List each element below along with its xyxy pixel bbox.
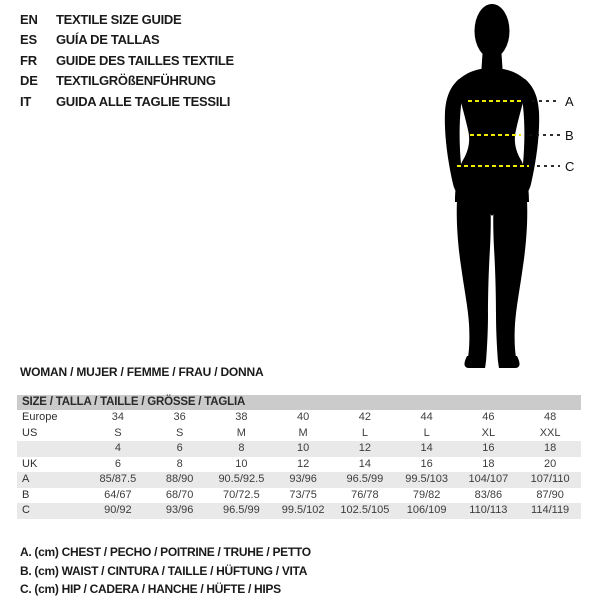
row-label: B <box>22 488 30 501</box>
language-title: GUÍA DE TALLAS <box>56 32 160 48</box>
size-cell: 42 <box>358 411 371 423</box>
size-cell: 83/86 <box>474 488 503 501</box>
size-table-header: SIZE / TALLA / TAILLE / GRÖSSE / TAGLIA <box>17 395 581 410</box>
size-cell: 10 <box>235 457 248 470</box>
size-cell: 16 <box>420 457 433 470</box>
row-label <box>17 441 87 457</box>
language-title: GUIDA ALLE TAGLIE TESSILI <box>56 93 231 109</box>
language-title-list <box>20 9 234 112</box>
language-code: IT <box>20 93 32 109</box>
size-cell: XL <box>481 426 496 439</box>
size-cell: S <box>175 426 184 439</box>
size-cell: 107/110 <box>530 473 570 485</box>
size-cell: 73/75 <box>289 488 317 501</box>
measurement-legend <box>20 543 311 599</box>
size-cell: 12 <box>297 457 310 470</box>
row-uk <box>17 457 581 473</box>
language-code: EN <box>20 11 38 27</box>
size-cell: 36 <box>173 411 186 423</box>
size-cell: 99.5/102 <box>281 504 325 516</box>
size-cell: 20 <box>544 457 557 470</box>
language-code: FR <box>20 52 37 68</box>
size-cell: 93/96 <box>289 473 317 485</box>
size-cell: 114/119 <box>531 504 570 516</box>
woman-silhouette-figure <box>420 0 600 375</box>
marker-label-hip: C <box>565 159 575 174</box>
size-cell: 90.5/92.5 <box>218 473 265 485</box>
size-cell: 46 <box>482 411 495 423</box>
size-cell: M <box>236 426 246 439</box>
section-title-woman: WOMAN / MUJER / FEMME / FRAU / DONNA <box>20 365 264 379</box>
size-cell: 87/90 <box>536 488 564 501</box>
size-cell: 4 <box>114 442 121 454</box>
size-cell: 79/82 <box>412 488 441 501</box>
row-chest-a <box>17 472 581 488</box>
size-cell: 40 <box>297 411 310 423</box>
size-cell: L <box>361 426 368 439</box>
language-row-es <box>20 30 234 51</box>
size-cell: 96.5/99 <box>346 473 384 485</box>
size-cell: L <box>423 426 430 439</box>
size-cell: 8 <box>176 457 183 470</box>
size-cell: 96.5/99 <box>223 504 260 516</box>
legend-chest: A. (cm) CHEST / PECHO / POITRINE / TRUHE / PETTO <box>20 545 311 559</box>
size-cell: 106/109 <box>406 504 447 516</box>
size-cell: M <box>298 426 308 439</box>
language-row-de <box>20 71 234 92</box>
row-label: UK <box>22 457 38 470</box>
size-cell: XXL <box>539 426 561 439</box>
size-cell: 64/67 <box>104 488 132 501</box>
size-cell: 48 <box>544 411 557 423</box>
size-cell: 90/92 <box>104 504 132 516</box>
legend-waist: B. (cm) WAIST / CINTURA / TAILLE / HÜFTUNG / VITA <box>20 563 308 578</box>
row-us-numbers <box>17 441 581 457</box>
row-us-letters <box>17 426 581 442</box>
size-cell: 76/78 <box>351 488 379 501</box>
row-label: C <box>22 504 30 516</box>
size-cell: 93/96 <box>165 504 194 516</box>
size-cell: 104/107 <box>468 473 509 485</box>
marker-label-waist: B <box>565 128 574 143</box>
size-cell: 6 <box>114 457 121 470</box>
language-row-it <box>20 91 234 112</box>
size-cell: 70/72.5 <box>223 488 260 501</box>
size-cell: 10 <box>297 442 310 454</box>
size-cell: 8 <box>238 442 245 454</box>
size-cell: 18 <box>544 442 557 454</box>
size-cell: 6 <box>176 442 183 454</box>
language-title: GUIDE DES TAILLES TEXTILE <box>56 52 234 68</box>
woman-silhouette-icon <box>445 4 539 368</box>
row-label: US <box>22 426 38 439</box>
language-code: ES <box>20 32 37 48</box>
size-cell: 38 <box>235 411 248 423</box>
size-cell: 12 <box>358 442 371 454</box>
size-cell: 102.5/105 <box>340 504 390 516</box>
language-title: TEXTILE SIZE GUIDE <box>56 11 182 27</box>
marker-label-chest: A <box>565 94 574 109</box>
size-cell: 16 <box>482 442 495 454</box>
row-label: Europe <box>22 411 58 423</box>
size-cell: 44 <box>420 411 433 423</box>
language-code: DE <box>20 73 38 89</box>
size-cell: 110/113 <box>469 504 508 516</box>
row-label: A <box>22 473 30 485</box>
size-cell: 18 <box>482 457 495 470</box>
size-cell: S <box>114 426 122 439</box>
size-cell: 88/90 <box>165 473 194 485</box>
row-waist-b <box>17 488 581 504</box>
size-cell: 34 <box>111 411 124 423</box>
size-table <box>17 395 581 519</box>
row-europe <box>17 410 581 426</box>
size-cell: 68/70 <box>165 488 194 501</box>
row-hip-c <box>17 503 581 519</box>
language-row-en <box>20 9 234 30</box>
language-title: TEXTILGRÖßENFÜHRUNG <box>56 73 216 89</box>
language-row-fr <box>20 50 234 71</box>
size-cell: 14 <box>358 457 371 470</box>
legend-hip: C. (cm) HIP / CADERA / HANCHE / HÜFTE / HIPS <box>20 582 281 597</box>
size-cell: 99.5/103 <box>405 473 449 485</box>
size-cell: 14 <box>420 442 433 454</box>
size-cell: 85/87.5 <box>99 473 137 485</box>
